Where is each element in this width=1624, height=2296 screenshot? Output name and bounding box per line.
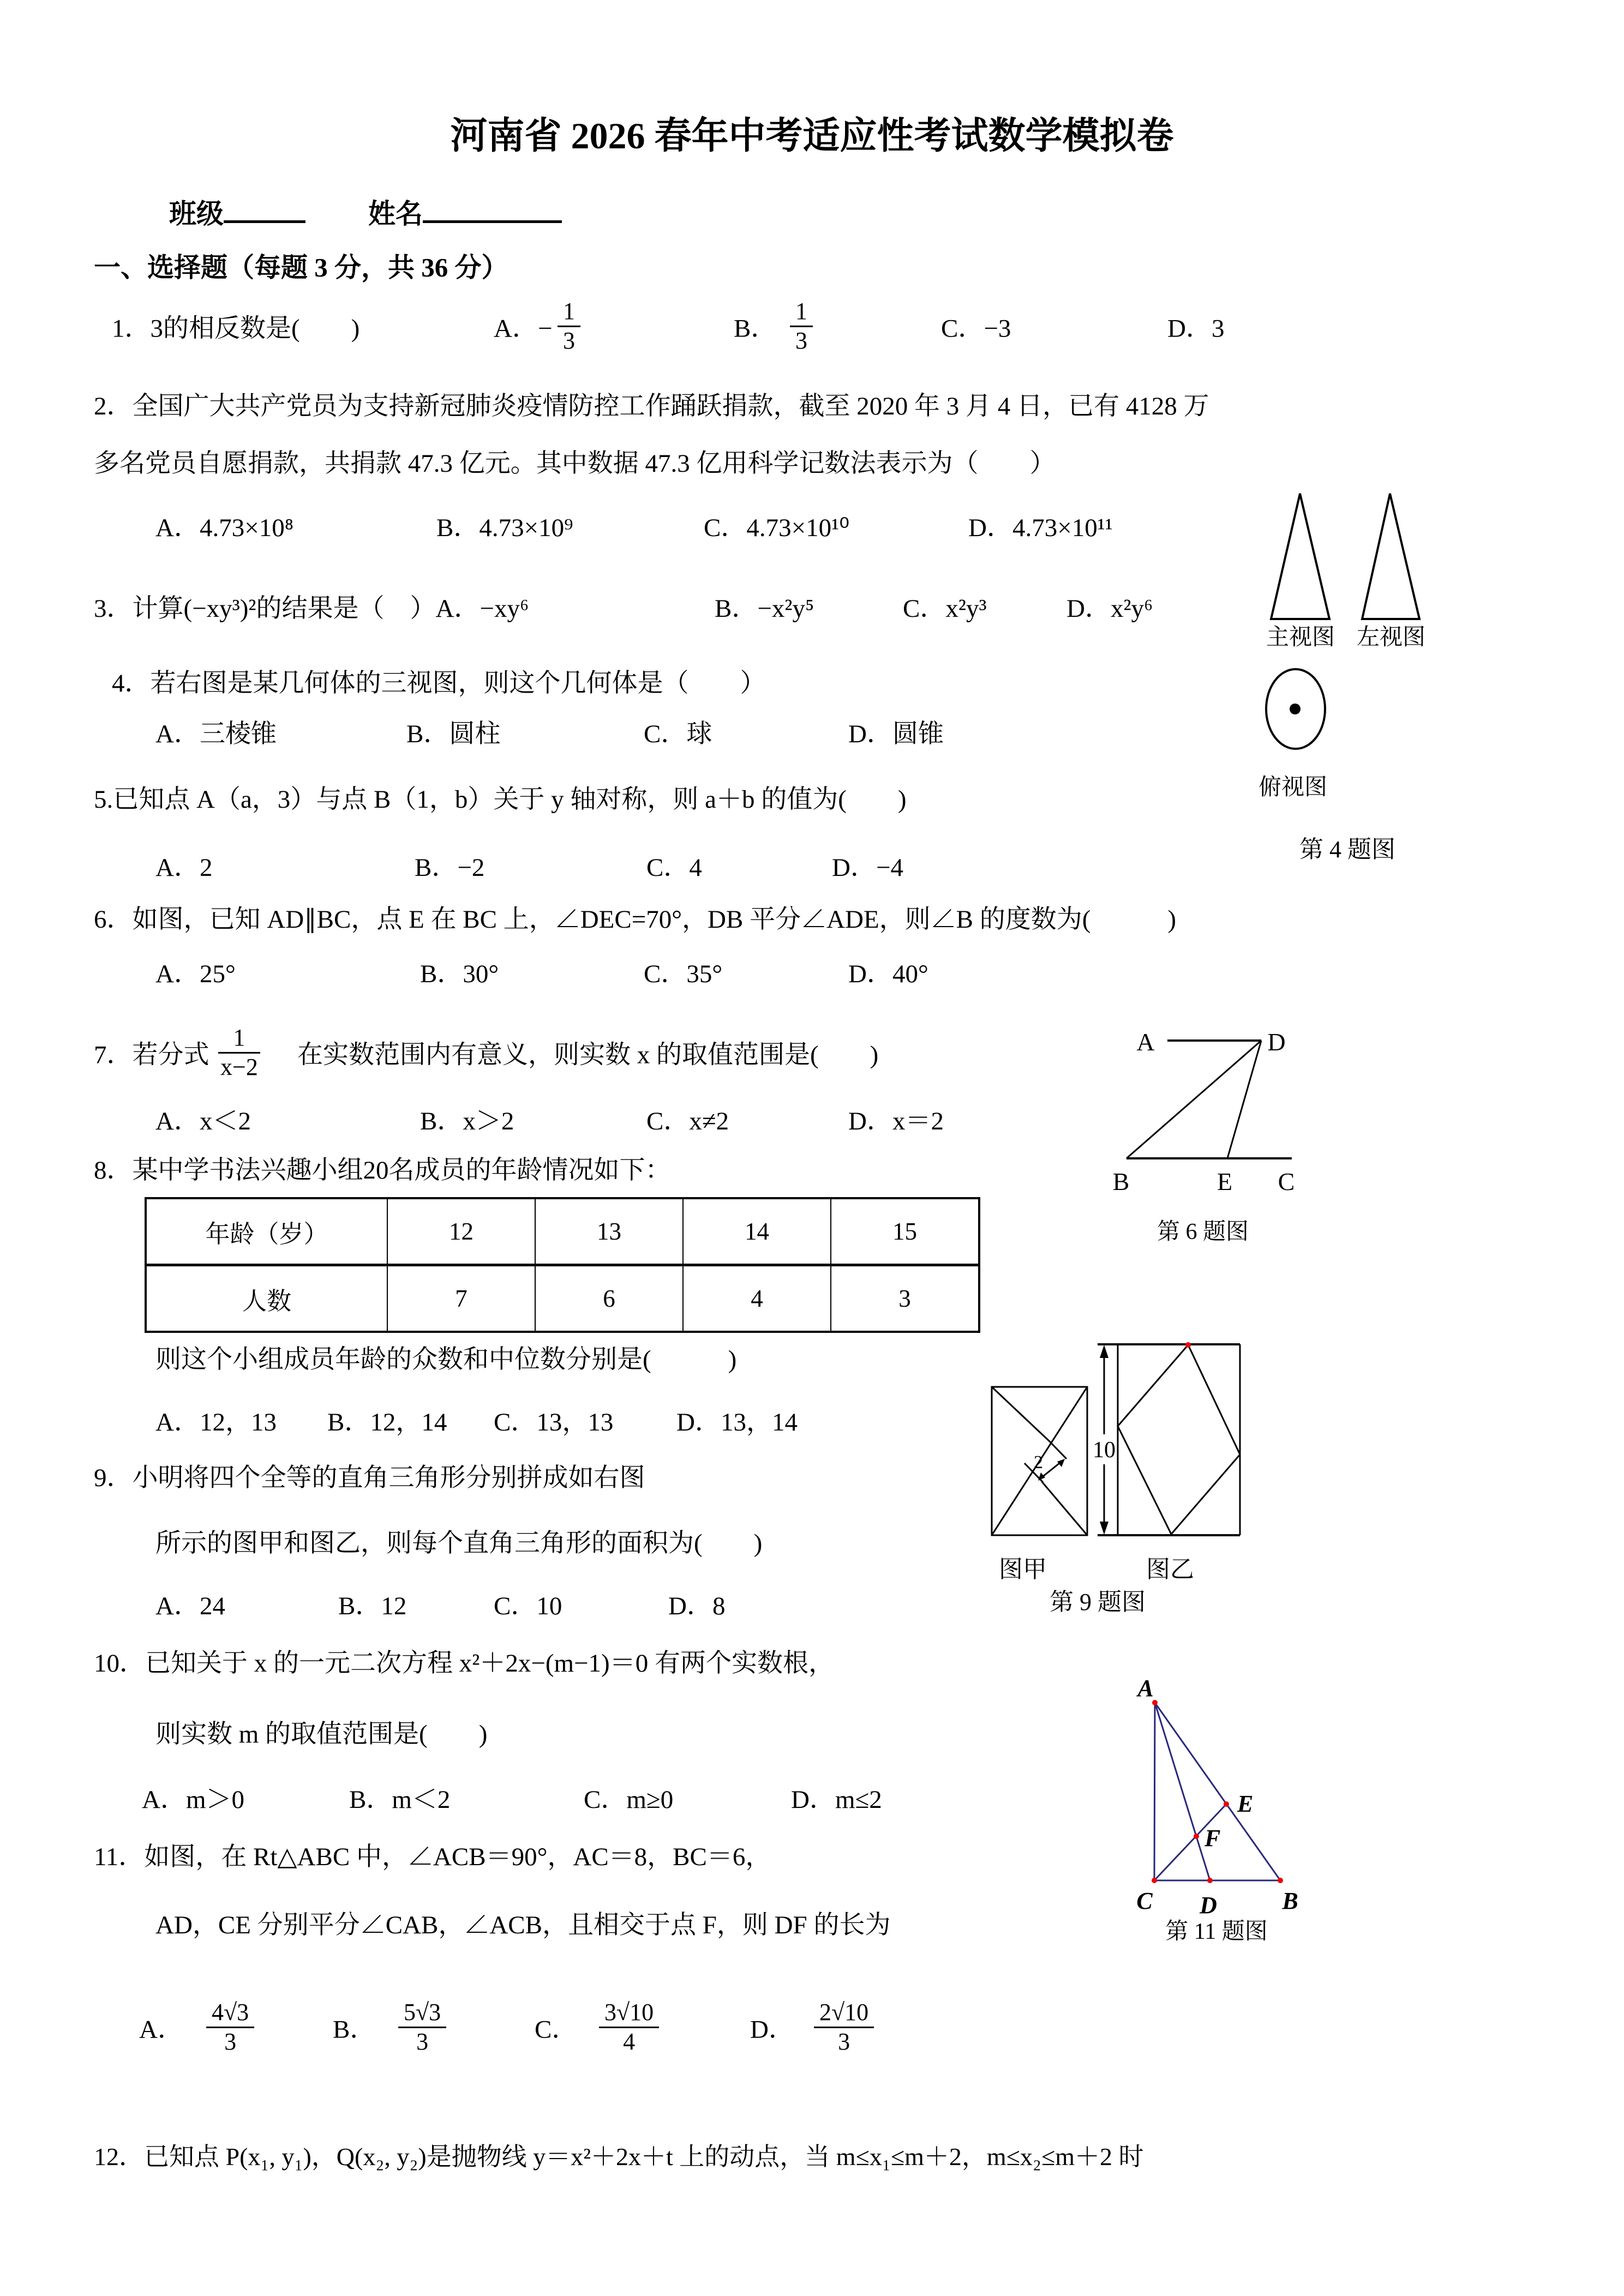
line-AB [1155, 1703, 1280, 1880]
q8-option-a: A．12，13 [155, 1408, 277, 1436]
student-info-line [169, 192, 562, 231]
name-label: 姓名 [368, 199, 423, 229]
q1-a-denominator: 3 [563, 327, 575, 354]
q11-c-denominator: 4 [623, 2028, 636, 2055]
class-blank-field [224, 192, 305, 223]
q1-option-a-label: A．− [494, 314, 553, 343]
vertex-dot-F [1194, 1834, 1199, 1839]
yi-inscribed-diamond [1118, 1345, 1240, 1534]
q11-option-d-fraction [814, 1999, 874, 2055]
line-DB [1126, 1041, 1261, 1158]
point-label-C: C [1278, 1168, 1295, 1195]
point-label-D: D [1267, 1028, 1286, 1056]
q11-c-numerator: 3√10 [599, 1999, 659, 2028]
q11-option-b-fraction [398, 1999, 446, 2055]
q8-option-d: D．13，14 [676, 1408, 798, 1436]
q7-denominator: x−2 [220, 1053, 258, 1080]
q5-option-a: A．2 [155, 854, 213, 882]
jia-line-1 [992, 1387, 1050, 1441]
q4-option-d: D．圆锥 [848, 720, 944, 748]
q7-stem-suffix: 在实数范围内有意义，则实数 x 的取值范围是( ) [297, 1041, 879, 1069]
table-cell: 4 [683, 1265, 831, 1332]
q8-option-b: B．12，14 [327, 1408, 447, 1436]
q11-triangle-figure [1113, 1669, 1353, 1952]
vertex-dot-D [1207, 1878, 1213, 1883]
line-AC [1154, 1703, 1155, 1880]
q3-stem: 3．计算(−xy³)²的结果是（ ）A．−xy⁶ [94, 594, 529, 623]
q2-option-a: A．4.73×10⁸ [155, 514, 294, 542]
q2-option-c: C．4.73×10¹⁰ [704, 514, 850, 542]
q9-figure-caption: 第 9 题图 [1050, 1589, 1146, 1615]
point-label-A: A [1137, 1675, 1154, 1702]
q11-options [0, 1970, 1624, 2084]
q2-option-d: D．4.73×10¹¹ [968, 514, 1113, 542]
q5-stem: 5.已知点 A（a，3）与点 B（1，b）关于 y 轴对称，则 a＋b 的值为( ) [94, 785, 907, 814]
jia-caption: 图甲 [999, 1556, 1047, 1583]
line-DE [1227, 1041, 1261, 1158]
vertex-dot-B [1278, 1878, 1283, 1883]
q6-geometry-figure [1091, 1014, 1326, 1249]
q3-option-c: C．x²y³ [903, 594, 987, 623]
table-cell: 3 [831, 1265, 979, 1332]
q4-three-views-figure [1249, 480, 1457, 878]
q6-option-a: A．25° [155, 960, 236, 988]
table-cell: 14 [683, 1198, 831, 1265]
q10-stem-line1: 10．已知关于 x 的一元二次方程 x²＋2x−(m−1)＝0 有两个实数根， [94, 1649, 834, 1678]
q5-option-d: D．−4 [832, 854, 903, 882]
side-view-label: 左视图 [1356, 625, 1426, 650]
q1-option-b-label: B． [734, 314, 777, 343]
table-cell: 6 [535, 1265, 683, 1332]
q8-stem: 8．某中学书法兴趣小组20名成员的年龄情况如下： [94, 1156, 671, 1185]
yi-arrowhead-down [1100, 1522, 1108, 1535]
q11-figure-caption: 第 11 题图 [1165, 1919, 1268, 1944]
q3-option-d: D．x²y⁶ [1066, 594, 1153, 623]
jia-line-4 [1050, 1441, 1066, 1459]
q11-d-denominator: 3 [838, 2028, 850, 2055]
q7-option-d: D．x＝2 [848, 1107, 944, 1135]
name-blank-field [423, 192, 562, 223]
jia-arrowhead-down [1038, 1472, 1045, 1481]
q11-option-a-label: A． [139, 2015, 183, 2044]
q11-stem-line1: 11．如图，在 Rt△ABC 中，∠ACB＝90°，AC＝8，BC＝6， [94, 1843, 771, 1871]
table-data-row [146, 1265, 979, 1332]
q11-option-c-label: C． [535, 2015, 578, 2044]
q4-figure-caption: 第 4 题图 [1299, 836, 1395, 863]
question-1 [0, 285, 1624, 367]
yi-arrowhead-up [1100, 1345, 1108, 1358]
vertex-dot-C [1152, 1878, 1157, 1883]
q7-options [0, 1101, 1624, 1139]
q12-stem: 12．已知点 P(x₁, y₁)，Q(x₂, y₂)是抛物线 y＝x²＋2x＋t 上的动点，当 m≤x₁≤m＋2，m≤x₂≤m＋2 时 [94, 2143, 1144, 2171]
q8-age-table [145, 1197, 980, 1333]
q6-option-d: D．40° [848, 960, 928, 988]
q9-option-a: A．24 [155, 1592, 225, 1620]
q6-stem: 6．如图，已知 AD∥BC，点 E 在 BC 上，∠DEC=70°，DB 平分∠ADE，则∠B 的度数为( ) [94, 905, 1177, 934]
q9-option-b: B．12 [338, 1592, 407, 1620]
table-cell: 12 [387, 1198, 535, 1265]
question-7 [0, 1006, 1624, 1099]
q7-option-b: B．x＞2 [420, 1107, 514, 1135]
q9-stem-line1: 9．小明将四个全等的直角三角形分别拼成如右图 [94, 1464, 645, 1492]
section-heading: 一、选择题（每题 3 分，共 36 分） [94, 253, 508, 283]
jia-line-3 [1042, 1482, 1087, 1535]
point-label-B: B [1112, 1168, 1130, 1195]
q10-stem-line2: 则实数 m 的取值范围是( ) [155, 1720, 488, 1748]
side-view-triangle-shape [1362, 494, 1419, 619]
table-cell: 7 [387, 1265, 535, 1332]
q6-option-c: C．35° [644, 960, 723, 988]
table-cell: 人数 [146, 1265, 387, 1332]
q11-d-numerator: 2√10 [814, 1999, 874, 2028]
q1-b-denominator: 3 [795, 327, 807, 354]
q7-numerator: 1 [218, 1024, 260, 1054]
top-view-center-dot [1290, 704, 1301, 714]
point-label-F: F [1204, 1825, 1221, 1852]
q11-stem-line2: AD，CE 分别平分∠CAB，∠ACB，且相交于点 F，则 DF 的长为 [155, 1911, 891, 1939]
q11-a-numerator: 4√3 [206, 1999, 254, 2028]
q4-stem: 4．若右图是某几何体的三视图，则这个几何体是（ ） [112, 669, 766, 698]
yi-dim-label: 10 [1093, 1438, 1116, 1463]
top-view-label: 俯视图 [1258, 775, 1328, 800]
q10-options [0, 1779, 1624, 1817]
q6-figure-caption: 第 6 题图 [1156, 1219, 1249, 1245]
q10-option-c: C．m≥0 [584, 1786, 674, 1814]
q4-option-b: B．圆柱 [406, 720, 501, 748]
q1-b-numerator: 1 [790, 298, 813, 327]
line-AD-bisector [1155, 1703, 1210, 1880]
point-label-B: B [1282, 1888, 1298, 1914]
front-view-label: 主视图 [1266, 625, 1335, 650]
point-label-E: E [1237, 1790, 1254, 1817]
point-label-D: D [1200, 1892, 1217, 1919]
q11-option-a-fraction [206, 1999, 254, 2055]
q10-option-a: A．m＞0 [142, 1786, 244, 1814]
q5-option-b: B．−2 [415, 854, 485, 882]
q11-b-denominator: 3 [416, 2028, 429, 2055]
class-label: 班级 [169, 199, 224, 229]
q7-option-c: C．x≠2 [646, 1107, 729, 1135]
table-cell: 13 [535, 1198, 683, 1265]
front-view-triangle-shape [1271, 494, 1329, 619]
q5-option-c: C．4 [646, 854, 702, 882]
q2-stem-line1: 2．全国广大共产党员为支持新冠肺炎疫情防控工作踊跃捐款，截至 2020 年 3 月 4 日，已有 4128 万 [94, 392, 1209, 420]
q6-options [0, 953, 1624, 991]
q2-stem-line2: 多名党员自愿捐款，共捐款 47.3 亿元。其中数据 47.3 亿用科学记数法表示为（ ） [94, 449, 1056, 478]
q1-option-b-fraction [790, 298, 813, 354]
q1-stem: 1．3的相反数是( ) [112, 314, 360, 343]
jia-arrowhead-up [1057, 1459, 1065, 1467]
q7-option-a: A．x＜2 [155, 1107, 251, 1135]
q9-option-c: C．10 [494, 1592, 562, 1620]
q11-b-numerator: 5√3 [398, 1999, 446, 2028]
q7-fraction [218, 1024, 260, 1081]
q9-option-d: D．8 [668, 1592, 726, 1620]
q11-option-d-label: D． [750, 2015, 794, 2044]
q7-stem-prefix: 7．若分式 [94, 1041, 209, 1069]
q10-option-b: B．m＜2 [349, 1786, 451, 1814]
q4-option-c: C．球 [644, 720, 712, 748]
jia-dim-label: 2 [1034, 1452, 1043, 1472]
q10-option-d: D．m≤2 [791, 1786, 882, 1814]
q9-squares-figure [982, 1331, 1478, 1620]
table-cell: 15 [831, 1198, 979, 1265]
q8-option-c: C．13，13 [494, 1408, 614, 1436]
q9-stem-line2: 所示的图甲和图乙，则每个直角三角形的面积为( ) [155, 1529, 763, 1558]
point-label-A: A [1136, 1028, 1155, 1056]
table-cell: 年龄（岁） [146, 1198, 387, 1265]
yi-caption: 图乙 [1146, 1556, 1194, 1583]
q1-option-a-fraction [558, 298, 580, 354]
point-label-C: C [1136, 1888, 1153, 1914]
yi-red-vertex-dot [1185, 1342, 1191, 1348]
q11-a-denominator: 3 [224, 2028, 237, 2055]
q1-a-numerator: 1 [558, 298, 580, 327]
table-header-row [146, 1198, 979, 1265]
q1-option-c: C．−3 [941, 314, 1011, 343]
q8-stem2: 则这个小组成员年龄的众数和中位数分别是( ) [155, 1345, 737, 1374]
page-title: 河南省 2026 春年中考适应性考试数学模拟卷 [450, 115, 1174, 157]
vertex-dot-E [1224, 1801, 1229, 1807]
q11-option-b-label: B． [333, 2015, 376, 2044]
q3-option-b: B．−x²y⁵ [715, 594, 814, 623]
q1-option-d: D．3 [1167, 314, 1225, 343]
q11-option-c-fraction [599, 1999, 659, 2055]
point-label-E: E [1216, 1168, 1233, 1195]
q4-option-a: A．三棱锥 [155, 720, 277, 748]
q6-option-b: B．30° [420, 960, 499, 988]
q2-option-b: B．4.73×10⁹ [436, 514, 573, 542]
